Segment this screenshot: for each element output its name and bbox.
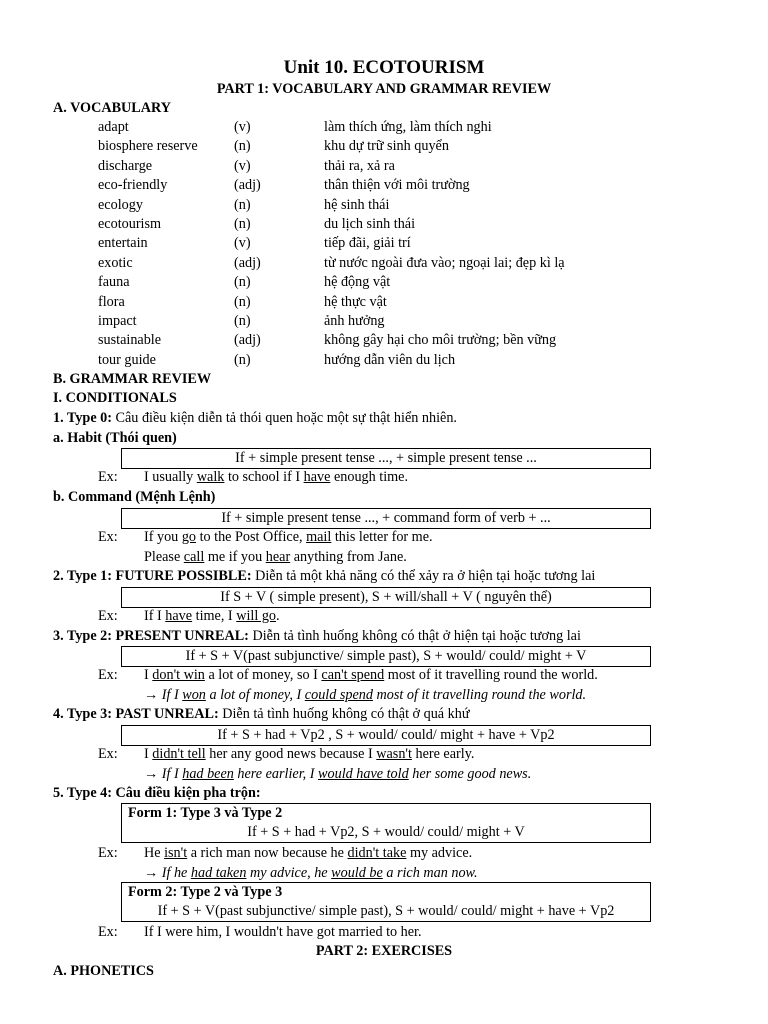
part1-heading: PART 1: VOCABULARY AND GRAMMAR REVIEW	[216, 81, 552, 97]
vocab-meaning: hướng dẫn viên du lịch	[324, 351, 456, 368]
ex-label: Ex:	[98, 608, 118, 624]
ex-label: Ex:	[98, 924, 118, 940]
form1-box	[121, 803, 651, 843]
vocab-row	[0, 273, 768, 292]
vocab-pos: (v)	[234, 235, 251, 252]
ex-label: Ex:	[98, 746, 118, 762]
page-title: Unit 10. ECOTOURISM	[283, 57, 485, 78]
vocab-row	[0, 254, 768, 273]
arrow-icon: →	[144, 687, 159, 703]
vocab-meaning: làm thích ứng, làm thích nghi	[324, 119, 492, 135]
vocab-pos: (n)	[234, 274, 251, 291]
command-example-2	[0, 548, 768, 567]
vocab-word: entertain	[98, 235, 148, 252]
command-formula-box	[121, 508, 651, 529]
type2-result	[0, 686, 768, 705]
vocab-row	[0, 196, 768, 215]
arrow-icon: →	[144, 865, 159, 881]
form1-formula: If + S + had + Vp2, S + would/ could/ might + V	[247, 824, 525, 840]
type0-number: 1. Type 0:	[53, 410, 112, 426]
vocab-word: ecotourism	[98, 216, 162, 232]
vocab-row	[0, 293, 768, 312]
vocab-row	[0, 137, 768, 156]
vocab-pos: (n)	[234, 216, 251, 232]
vocab-pos: (n)	[234, 138, 251, 155]
ex-label: Ex:	[98, 529, 118, 545]
part2-heading: PART 2: EXERCISES	[315, 943, 453, 959]
type3-result	[0, 765, 768, 784]
command-example-2-text: Please call me if you hear anything from Jane.	[144, 549, 407, 565]
type2-result-text: → If I won a lot of money, I could spend most of it travelling round the world.	[144, 687, 587, 703]
ex-label: Ex:	[98, 469, 118, 485]
arrow-icon: →	[144, 766, 159, 782]
type3-formula-box	[121, 725, 651, 746]
vocab-pos: (adj)	[234, 332, 261, 349]
type3-formula: If + S + had + Vp2 , S + would/ could/ might + have + Vp2	[217, 727, 555, 743]
form2-example	[0, 923, 768, 942]
type1-line: 2. Type 1: FUTURE POSSIBLE: Diễn tả một khả năng có thể xảy ra ở hiện tại hoặc tương lai	[53, 568, 596, 584]
vocab-pos: (n)	[234, 293, 251, 310]
vocab-pos: (v)	[234, 119, 251, 135]
vocab-word: eco-friendly	[98, 177, 168, 194]
vocab-word: impact	[98, 313, 137, 329]
type1-example	[0, 607, 768, 626]
command-example-1	[0, 528, 768, 547]
type2-formula: If + S + V(past subjunctive/ simple past), S + would/ could/ might + V	[185, 648, 587, 664]
vocab-row	[0, 118, 768, 137]
type4-line: 5. Type 4: Câu điều kiện pha trộn:	[53, 785, 261, 801]
form1-example-text: He isn't a rich man now because he didn't take my advice.	[144, 845, 473, 861]
vocab-word: sustainable	[98, 332, 162, 349]
conditionals-heading: I. CONDITIONALS	[53, 390, 177, 406]
vocab-meaning: hệ động vật	[324, 274, 391, 291]
type3-line: 4. Type 3: PAST UNREAL: Diễn tả tình huống không có thật ở quá khứ	[53, 706, 470, 722]
vocab-meaning: từ nước ngoài đưa vào; ngoại lai; đẹp kì lạ	[324, 254, 565, 271]
vocab-word: discharge	[98, 157, 153, 174]
vocab-meaning: ảnh hưởng	[324, 313, 385, 329]
ex-label: Ex:	[98, 845, 118, 861]
vocab-row	[0, 351, 768, 370]
type3-example-text: I didn't tell her any good news because I wasn't here early.	[144, 746, 475, 762]
ex-label: Ex:	[98, 667, 118, 683]
vocab-row	[0, 312, 768, 331]
type0-desc: Câu điều kiện diễn tả thói quen hoặc một sự thật hiển nhiên.	[112, 410, 457, 426]
vocab-word: flora	[98, 293, 125, 310]
form2-example-text: If I were him, I wouldn't have got married to her.	[144, 924, 422, 940]
command-heading: b. Command (Mệnh Lệnh)	[53, 489, 216, 505]
vocab-word: ecology	[98, 196, 143, 213]
command-example-1-text: If you go to the Post Office, mail this letter for me.	[144, 529, 433, 545]
vocab-word: exotic	[98, 254, 133, 271]
vocab-word: fauna	[98, 274, 130, 291]
vocab-row	[0, 157, 768, 176]
vocab-meaning: khu dự trữ sinh quyển	[324, 138, 449, 155]
type2-formula-box	[121, 646, 651, 667]
vocab-meaning: thân thiện với môi trường	[324, 177, 470, 194]
command-formula: If + simple present tense ..., + command form of verb + ...	[221, 510, 551, 526]
vocab-word: tour guide	[98, 351, 156, 368]
type2-example-text: I don't win a lot of money, so I can't spend most of it travelling round the world.	[144, 667, 598, 683]
habit-formula-box	[121, 448, 651, 469]
form2-title: Form 2: Type 2 và Type 3	[128, 884, 283, 900]
type1-formula: If S + V ( simple present), S + will/shall + V ( nguyên thể)	[220, 589, 552, 605]
vocab-row	[0, 176, 768, 195]
habit-example	[0, 468, 768, 487]
vocab-meaning: du lịch sinh thái	[324, 216, 416, 232]
form2-box	[121, 882, 651, 922]
vocab-meaning: tiếp đãi, giải trí	[324, 235, 411, 252]
form1-result-text: → If he had taken my advice, he would be a rich man now.	[144, 865, 478, 881]
vocab-word: adapt	[98, 119, 129, 135]
type1-formula-box	[121, 587, 651, 608]
habit-example-text: I usually walk to school if I have enough time.	[144, 469, 409, 485]
vocab-pos: (adj)	[234, 177, 261, 194]
vocab-meaning: không gây hại cho môi trường; bền vững	[324, 332, 557, 349]
vocab-row	[0, 234, 768, 253]
form1-result	[0, 864, 768, 883]
vocab-meaning: thải ra, xả ra	[324, 157, 395, 174]
type3-result-text: → If I had been here earlier, I would have told her some good news.	[144, 766, 532, 782]
vocab-meaning: hệ thực vật	[324, 293, 387, 310]
type3-example	[0, 745, 768, 764]
type2-line: 3. Type 2: PRESENT UNREAL: Diễn tả tình huống không có thật ở hiện tại hoặc tương lai	[53, 628, 581, 644]
vocab-heading: A. VOCABULARY	[53, 100, 171, 116]
grammar-heading: B. GRAMMAR REVIEW	[53, 371, 212, 387]
vocab-pos: (adj)	[234, 254, 261, 271]
form1-example	[0, 844, 768, 863]
vocab-word: biosphere reserve	[98, 138, 198, 155]
form2-formula: If + S + V(past subjunctive/ simple past), S + would/ could/ might + have + Vp2	[157, 903, 615, 919]
type1-example-text: If I have time, I will go.	[144, 608, 280, 624]
vocab-pos: (n)	[234, 351, 251, 368]
vocab-pos: (n)	[234, 313, 251, 329]
vocab-meaning: hệ sinh thái	[324, 196, 390, 213]
vocab-pos: (n)	[234, 196, 251, 213]
phonetics-heading: A. PHONETICS	[53, 963, 154, 979]
vocab-row	[0, 215, 768, 234]
vocab-pos: (v)	[234, 157, 251, 174]
vocab-row	[0, 331, 768, 350]
habit-formula: If + simple present tense ..., + simple present tense ...	[235, 450, 537, 466]
type0-line	[53, 409, 753, 428]
type2-example	[0, 666, 768, 685]
form1-title: Form 1: Type 3 và Type 2	[128, 805, 283, 821]
habit-heading: a. Habit (Thói quen)	[53, 430, 177, 446]
